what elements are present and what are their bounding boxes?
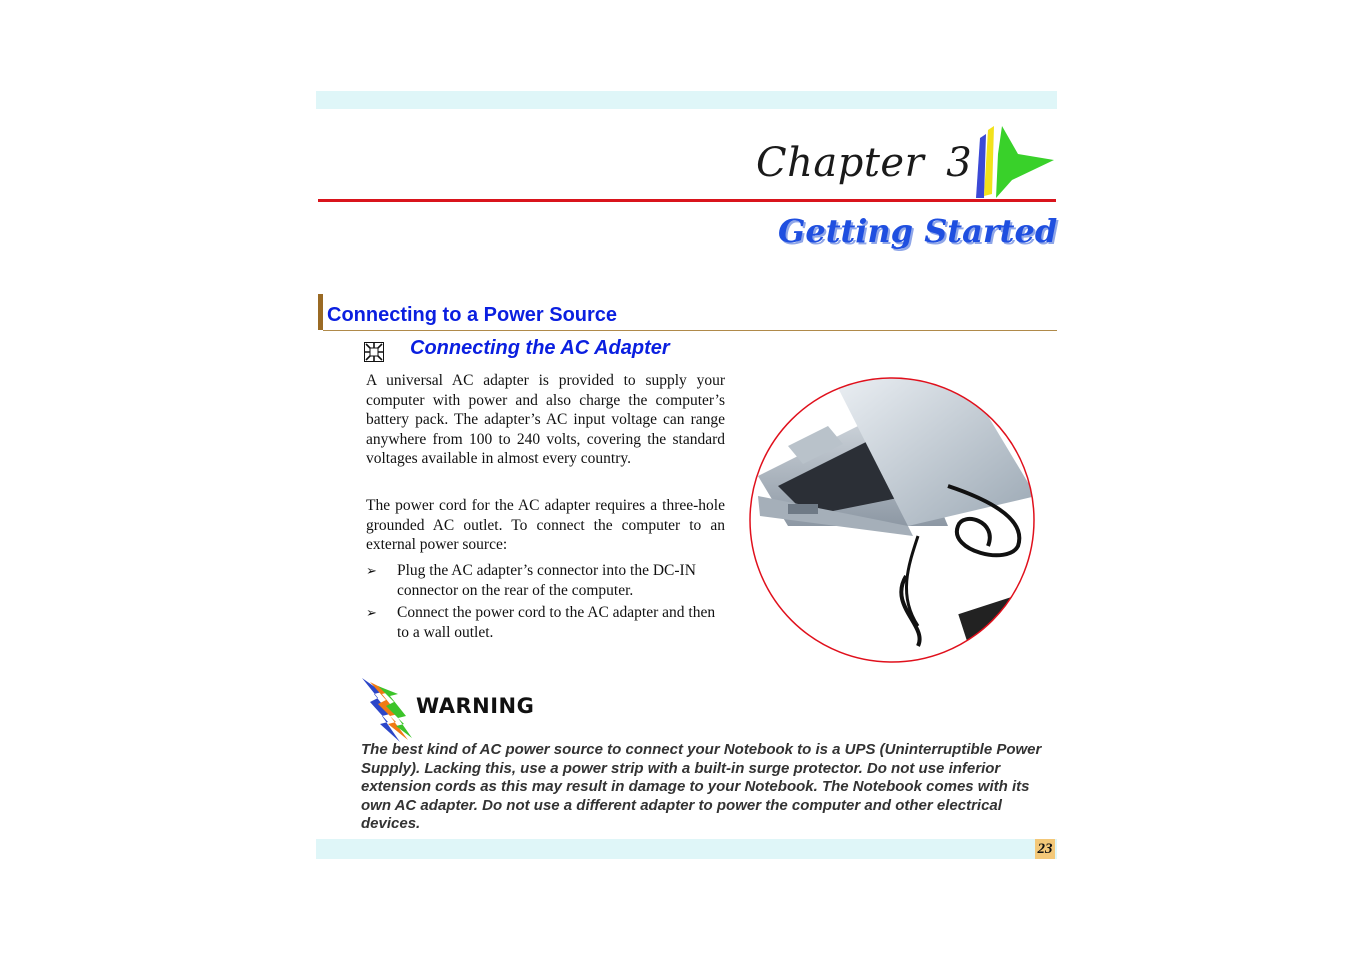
warning-bolt-icon: [360, 676, 412, 744]
chapter-number: 3: [946, 140, 973, 186]
header-band: [316, 91, 1057, 109]
chapter-title: Getting Started: [778, 212, 1058, 250]
arrow-bullet-icon: ➢: [366, 563, 377, 578]
footer-band: [316, 839, 1057, 859]
subsection-bullet-icon: [364, 342, 384, 362]
list-item-text: Plug the AC adapter’s connector into the DC-IN connector on the rear of the computer.: [397, 562, 696, 599]
chapter-heading: [756, 140, 972, 186]
page-number: 23: [1035, 839, 1055, 859]
section-rule: [323, 330, 1057, 331]
laptop-adapter-photo: [748, 376, 1036, 664]
chapter-logo-icon: [968, 124, 1058, 202]
section-marker: [318, 294, 323, 330]
paragraph-intro: A universal AC adapter is provided to supply your computer with power and also charge the computer’s battery pack. The adapter’s AC input voltage can range anywhere from 100 to 240 volts, covering the standard voltages available in almost every country.: [366, 372, 725, 467]
subsection-title: Connecting the AC Adapter: [410, 337, 670, 359]
warning-label: WARNING: [416, 694, 535, 718]
chapter-rule: [318, 199, 1056, 202]
section-title: Connecting to a Power Source: [327, 304, 618, 326]
arrow-bullet-icon: ➢: [366, 605, 377, 620]
chapter-word: Chapter: [756, 140, 925, 186]
warning-text: The best kind of AC power source to connect your Notebook to is a UPS (Uninterruptible Power Supply). Lacking this, use a power strip with a built-in surge protector. Do not use inferior extension cords as this may result in damage to your Notebook. The Notebook comes with its own AC adapter. Do not use a different adapter to power the computer and other electrical devices.: [361, 741, 1042, 832]
list-item-text: Connect the power cord to the AC adapter and then to a wall outlet.: [397, 604, 716, 641]
paragraph-power-cord: The power cord for the AC adapter requires a three-hole grounded AC outlet. To connect the computer to an external power source:: [366, 497, 725, 553]
